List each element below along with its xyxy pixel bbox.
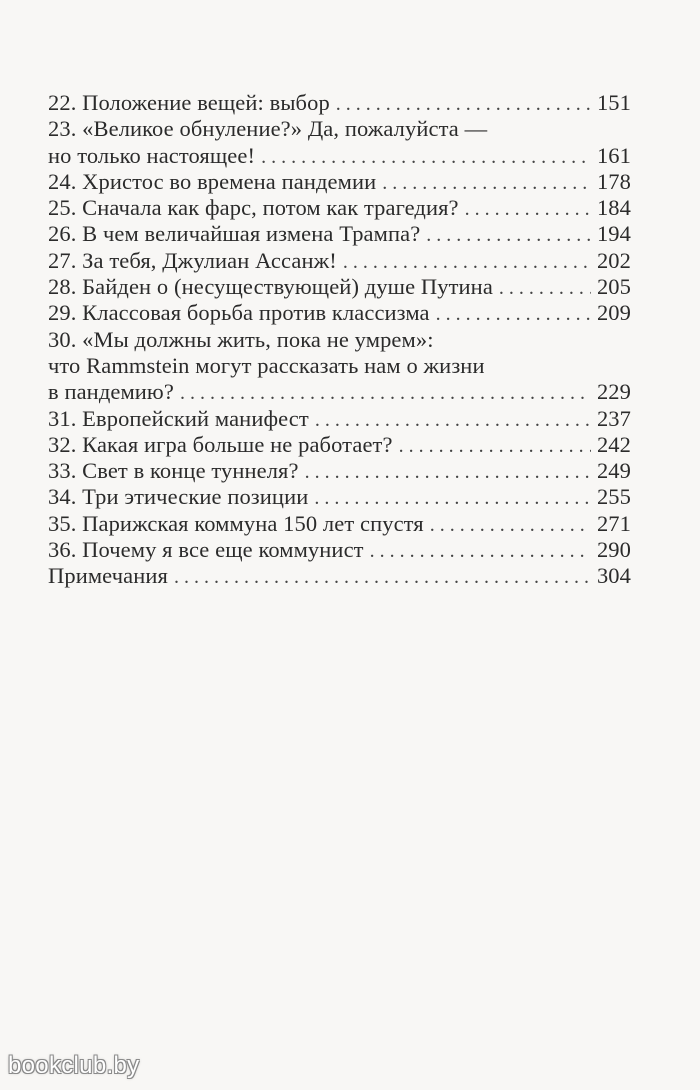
- toc-entry-title: 22. Положение вещей: выбор: [48, 90, 330, 115]
- dot-leader: [343, 249, 591, 275]
- toc-entry: [48, 379, 631, 405]
- dot-leader: [315, 407, 591, 433]
- dot-leader: [174, 564, 591, 590]
- toc-entry-title: 26. В чем величайшая измена Трампа?: [48, 221, 421, 247]
- dot-leader: [399, 433, 591, 459]
- toc-entry-title: 36. Почему я все еще коммунист: [48, 537, 364, 563]
- toc-entry: [48, 537, 631, 563]
- toc-entry: [48, 406, 631, 432]
- toc-page-number: 151: [596, 90, 631, 115]
- toc-page-number: 209: [596, 300, 631, 326]
- toc-page-number: 271: [596, 510, 631, 536]
- toc-page-number: 304: [596, 563, 631, 589]
- toc-page-number: 242: [596, 431, 631, 457]
- toc-entry: [48, 511, 631, 537]
- toc-entry-title: 29. Классовая борьба против классизма: [48, 300, 430, 326]
- toc-page-number: 249: [596, 458, 631, 484]
- toc-entry-title: но только настоящее!: [48, 142, 256, 168]
- dot-leader: [336, 91, 591, 117]
- toc-entry-title: 24. Христос во времена пандемии: [48, 168, 377, 194]
- toc-entry-line: 30. «Мы должны жить, пока не умрем»:: [48, 326, 434, 352]
- dot-leader: [370, 538, 591, 564]
- toc-entry-title: 33. Свет в конце туннеля?: [48, 458, 299, 484]
- toc-entry: [48, 195, 631, 221]
- toc-entry-title: в пандемию?: [48, 379, 174, 405]
- dot-leader: [430, 512, 591, 538]
- toc-entry-title: 32. Какая игра больше не работает?: [48, 431, 393, 457]
- dot-leader: [499, 275, 591, 301]
- toc-entry: [48, 300, 631, 326]
- toc-entry: [48, 221, 631, 247]
- toc-entry-title: 35. Парижская коммуна 150 лет спустя: [48, 510, 424, 536]
- toc-entry: [48, 432, 631, 458]
- toc-entry-title: 34. Три этические позиции: [48, 484, 309, 510]
- site-watermark: bookclub.by: [8, 1052, 140, 1079]
- toc-entry-line: что Rammstein могут рассказать нам о жизни: [48, 352, 485, 378]
- toc-entry: [48, 274, 631, 300]
- toc-page-number: 237: [596, 405, 631, 431]
- toc-page-number: 255: [596, 484, 631, 510]
- table-of-contents: [48, 90, 631, 590]
- toc-entry: [48, 484, 631, 510]
- toc-entry: [48, 458, 631, 484]
- toc-entry: [48, 563, 631, 589]
- toc-entry: [48, 90, 631, 116]
- toc-page-number: 178: [596, 168, 631, 194]
- dot-leader: [180, 380, 591, 406]
- toc-entry: [48, 169, 631, 195]
- dot-leader: [314, 485, 591, 511]
- toc-entry-title: Примечания: [48, 563, 168, 589]
- toc-page-number: 194: [596, 221, 631, 247]
- toc-entry-title: 25. Сначала как фарс, потом как трагедия?: [48, 195, 459, 221]
- toc-entry-title: 31. Европейский манифест: [48, 405, 309, 431]
- dot-leader: [261, 144, 591, 170]
- toc-entry: [48, 143, 631, 169]
- dot-leader: [436, 301, 591, 327]
- toc-entry-line: 23. «Великое обнуление?» Да, пожалуйста —: [48, 116, 488, 142]
- toc-page-number: 184: [596, 195, 631, 221]
- toc-entry-title: 27. За тебя, Джулиан Ассанж!: [48, 247, 337, 273]
- toc-entry-title: 28. Байден о (несуществующей) душе Путина: [48, 274, 493, 300]
- toc-entry: [48, 248, 631, 274]
- toc-page-number: 202: [596, 247, 631, 273]
- dot-leader: [465, 196, 591, 222]
- toc-page-number: 161: [596, 142, 631, 168]
- toc-page-number: 290: [596, 537, 631, 563]
- dot-leader: [426, 222, 591, 248]
- toc-page-number: 205: [596, 274, 631, 300]
- toc-page-number: 229: [596, 379, 631, 405]
- dot-leader: [305, 459, 591, 485]
- dot-leader: [382, 170, 591, 196]
